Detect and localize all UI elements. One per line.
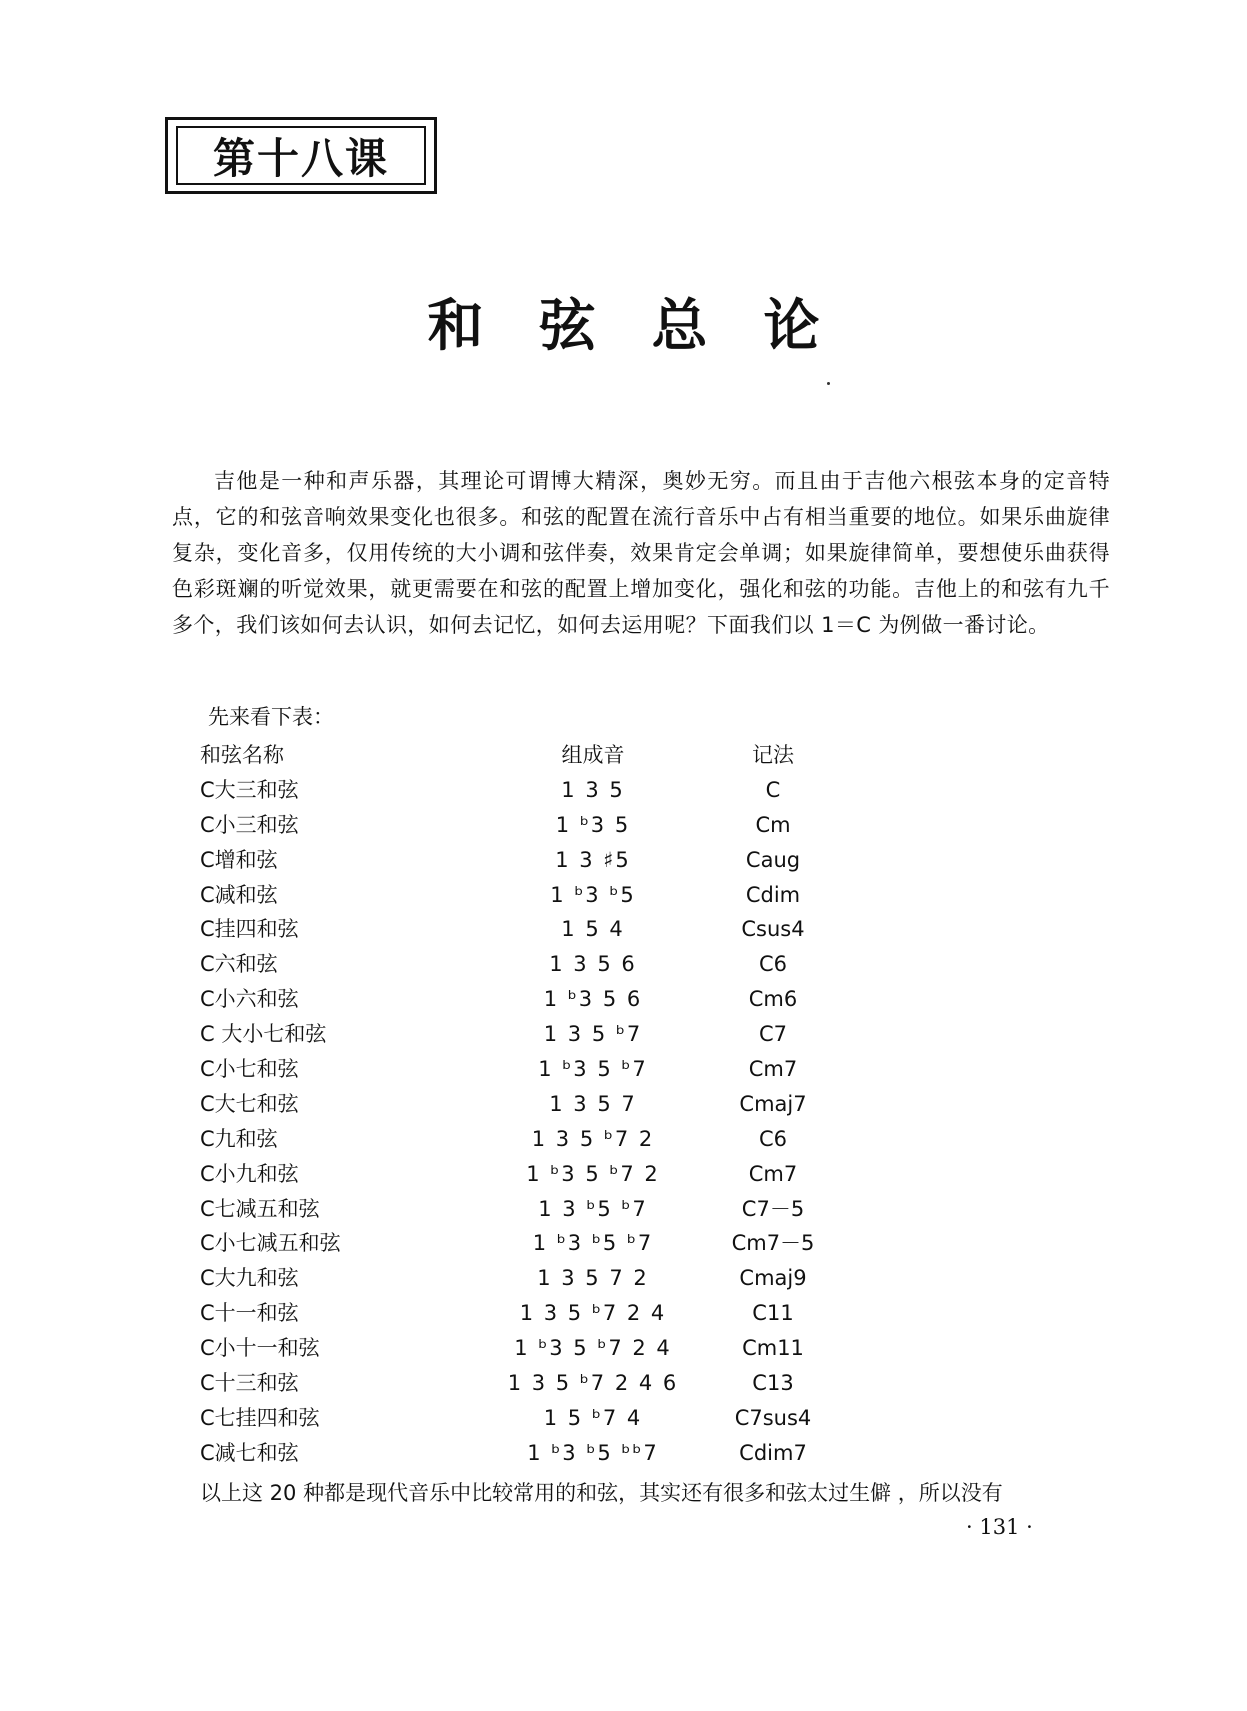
cell-symbol: Cmaj9 xyxy=(739,1266,807,1291)
cell-symbol: Caug xyxy=(745,847,801,872)
cell-notes: 1 3 5 7 2 xyxy=(537,1266,649,1291)
closing-line: 以上这 20 种都是现代音乐中比较常用的和弦，其实还有很多和弦太过生僻 ，所以没有 xyxy=(200,1481,1003,1505)
table-body xyxy=(200,773,900,1471)
cell-notes: 1 ᵇ3 5 ᵇ7 2 4 xyxy=(514,1336,672,1361)
cell-symbol: C13 xyxy=(752,1371,794,1396)
page-title: 和弦总论 xyxy=(427,293,876,359)
cell-name: C小九和弦 xyxy=(200,1161,299,1186)
table-row xyxy=(200,1087,900,1122)
table-row xyxy=(200,1192,900,1227)
cell-name: C十一和弦 xyxy=(200,1301,299,1326)
table-row xyxy=(200,843,900,878)
cell-symbol: Cm7－5 xyxy=(731,1231,815,1256)
cell-name: C大七和弦 xyxy=(200,1091,299,1116)
cell-notes: 1 3 5 ᵇ7 2 4 6 xyxy=(507,1371,679,1396)
cell-name: C九和弦 xyxy=(200,1126,278,1151)
cell-notes: 1 3 5 ᵇ7 2 xyxy=(531,1126,655,1151)
cell-symbol: Cdim xyxy=(745,882,801,907)
cell-name: C七挂四和弦 xyxy=(200,1405,320,1430)
cell-symbol: Cm7 xyxy=(748,1057,798,1082)
table-row xyxy=(200,1226,900,1261)
cell-notes: 1 3 5 ᵇ7 xyxy=(543,1022,643,1047)
table-row xyxy=(200,878,900,913)
table-row xyxy=(200,912,900,947)
cell-name: C小六和弦 xyxy=(200,987,299,1012)
cell-symbol: Cm6 xyxy=(748,987,798,1012)
lesson-label: 第十八课 xyxy=(176,126,426,185)
header-notes: 组成音 xyxy=(561,743,625,767)
cell-symbol: Cmaj7 xyxy=(739,1091,807,1116)
cell-notes: 1 3 5 6 xyxy=(549,952,637,977)
cell-name: C七减五和弦 xyxy=(200,1196,320,1221)
table-row xyxy=(200,1436,900,1471)
table-row xyxy=(200,808,900,843)
cell-name: C十三和弦 xyxy=(200,1371,299,1396)
table-row xyxy=(200,947,900,982)
cell-symbol: C6 xyxy=(758,952,788,977)
table-row xyxy=(200,982,900,1017)
body-paragraph: 吉他是一种和声乐器，其理论可谓博大精深，奥妙无穷。而且由于吉他六根弦本身的定音特点，它的和弦音响效果变化也很多。和弦的配置在流行音乐中占有相当重要的地位。如果乐曲旋律复杂，变化音多，仅用传统的大小调和弦伴奏，效果肯定会单调；如果旋律简单，要想使乐曲获得色彩斑斓的听觉效果，就更需要在和弦的配置上增加变化，强化和弦的功能。吉他上的和弦有九千多个，我们该如何去认识，如何去记忆，如何去运用呢？下面我们以 1＝C 为例做一番讨论。 xyxy=(172,469,1110,637)
cell-name: C减七和弦 xyxy=(200,1440,299,1465)
cell-symbol: C11 xyxy=(752,1301,794,1326)
cell-notes: 1 ᵇ3 5 ᵇ7 xyxy=(538,1057,648,1082)
cell-symbol: C xyxy=(765,777,781,802)
table-row xyxy=(200,1017,900,1052)
table-row xyxy=(200,773,900,808)
cell-notes: 1 3 5 ᵇ7 2 4 xyxy=(519,1301,667,1326)
cell-notes: 1 3 5 xyxy=(561,777,625,802)
table-row xyxy=(200,1157,900,1192)
table-row xyxy=(200,1401,900,1436)
cell-symbol: C7－5 xyxy=(741,1196,805,1221)
cell-symbol: Cm11 xyxy=(742,1336,804,1361)
cell-symbol: C7 xyxy=(758,1022,788,1047)
cell-name: C 大小七和弦 xyxy=(200,1022,327,1047)
cell-notes: 1 ᵇ3 ᵇ5 xyxy=(550,882,636,907)
cell-symbol: Csus4 xyxy=(741,917,805,942)
cell-notes: 1 3 ᵇ5 ᵇ7 xyxy=(538,1196,648,1221)
table-row xyxy=(200,1122,900,1157)
table-row xyxy=(200,1052,900,1087)
cell-name: C减和弦 xyxy=(200,882,278,907)
cell-symbol: Cm7 xyxy=(748,1161,798,1186)
cell-symbol: C6 xyxy=(758,1126,788,1151)
cell-name: C大三和弦 xyxy=(200,777,299,802)
cell-notes: 1 ᵇ3 5 6 xyxy=(543,987,643,1012)
cell-symbol: C7sus4 xyxy=(734,1405,812,1430)
cell-notes: 1 3 ♯5 xyxy=(555,847,631,872)
lesson-label-box xyxy=(165,117,437,194)
cell-symbol: Cdim7 xyxy=(739,1440,807,1465)
cell-notes: 1 ᵇ3 5 ᵇ7 2 xyxy=(526,1161,660,1186)
cell-notes: 1 5 ᵇ7 4 xyxy=(543,1405,643,1430)
page-number: · 131 · xyxy=(966,1515,1033,1539)
header-name: 和弦名称 xyxy=(200,743,284,767)
table-row xyxy=(200,1366,900,1401)
cell-name: C小七和弦 xyxy=(200,1057,299,1082)
header-symbol: 记法 xyxy=(752,743,794,767)
cell-name: C大九和弦 xyxy=(200,1266,299,1291)
table-intro: 先来看下表： xyxy=(208,705,334,729)
cell-notes: 1 3 5 7 xyxy=(549,1091,637,1116)
table-row xyxy=(200,1331,900,1366)
cell-notes: 1 ᵇ3 ᵇ5 ᵇᵇ7 xyxy=(527,1440,659,1465)
cell-notes: 1 ᵇ3 5 xyxy=(555,812,631,837)
stray-dot xyxy=(827,382,830,385)
cell-name: C小三和弦 xyxy=(200,812,299,837)
cell-name: C六和弦 xyxy=(200,952,278,977)
cell-name: C增和弦 xyxy=(200,847,278,872)
cell-notes: 1 5 4 xyxy=(561,917,625,942)
table-row xyxy=(200,1261,900,1296)
table-row xyxy=(200,1296,900,1331)
chord-table xyxy=(200,738,900,1471)
cell-name: C小七减五和弦 xyxy=(200,1231,341,1256)
table-header-row xyxy=(200,738,900,773)
cell-name: C挂四和弦 xyxy=(200,917,299,942)
cell-symbol: Cm xyxy=(755,812,791,837)
cell-notes: 1 ᵇ3 ᵇ5 ᵇ7 xyxy=(532,1231,654,1256)
cell-name: C小十一和弦 xyxy=(200,1336,320,1361)
